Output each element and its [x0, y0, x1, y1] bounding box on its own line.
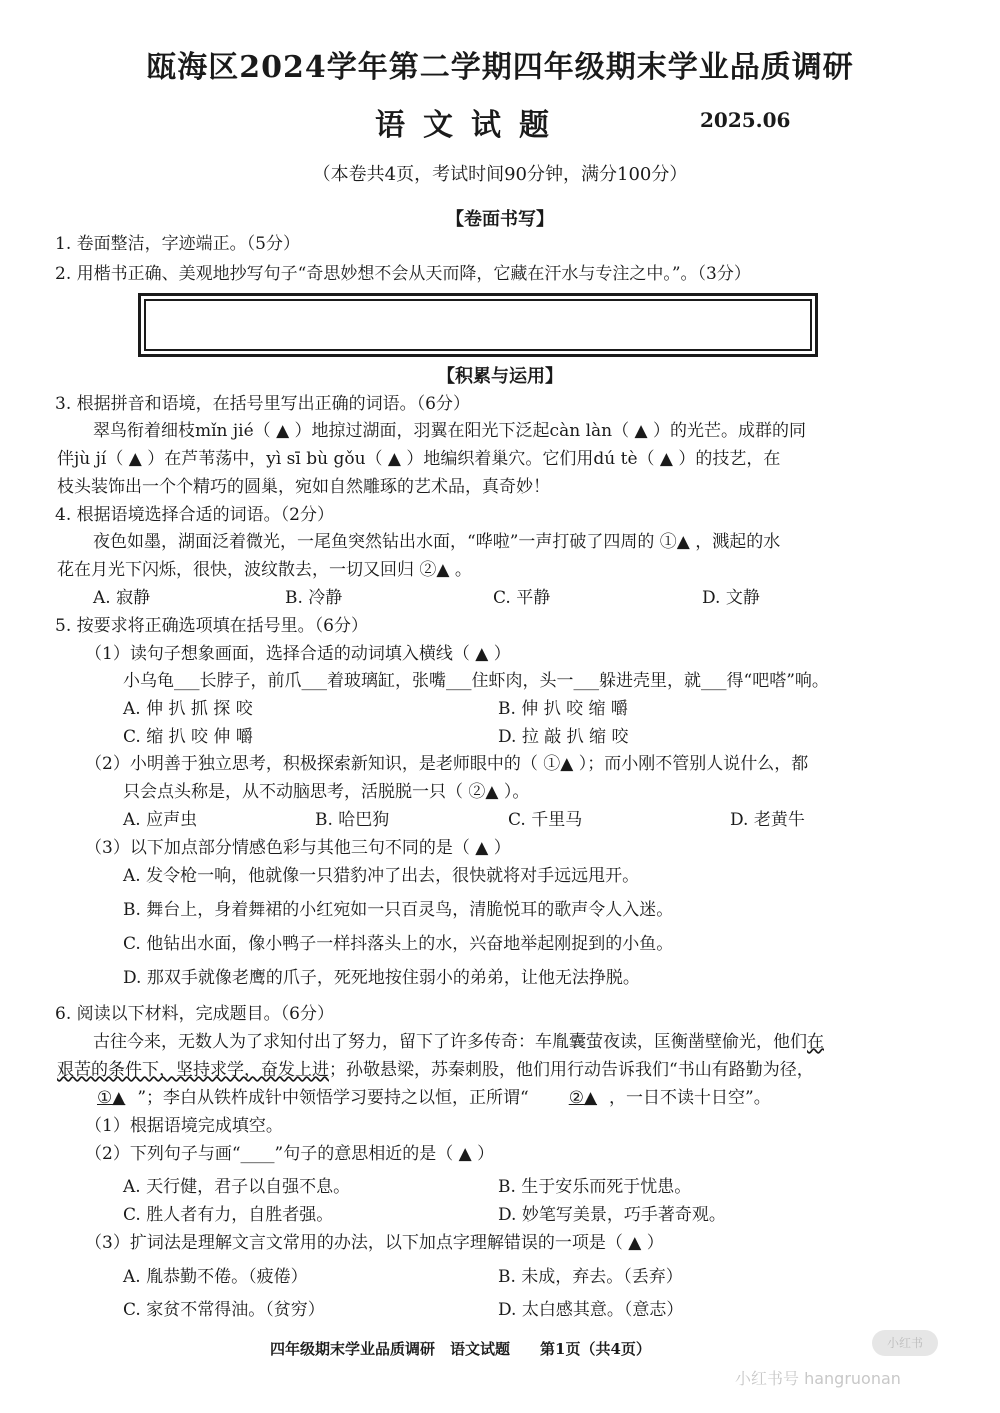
- question-4-option-d: D. 文静: [702, 588, 760, 608]
- question-6-part-1: （1）根据语境完成填空。: [85, 1116, 283, 1136]
- question-3-line-2: 伴jù jí（ ▲ ）在芦苇荡中，yì sī bù gǒu（ ▲ ）地编织着巢穴。它们用dú tè（ ▲ ）的技艺，在: [57, 449, 781, 469]
- question-6-stem: 6. 阅读以下材料，完成题目。（6分）: [55, 1004, 334, 1024]
- question-5-part-2-line-2: 只会点头称是，从不动脑思考，活脱脱一只（ ②▲ ）。: [123, 782, 530, 802]
- question-3-stem: 3. 根据拼音和语境，在括号里写出正确的词语。（6分）: [55, 394, 470, 414]
- question-6-blank-1[interactable]: ①▲: [97, 1088, 126, 1108]
- subject-title: 语文试题: [375, 108, 567, 143]
- question-5-part-2-option-d: D. 老黄牛: [730, 810, 805, 830]
- question-6-line-2-text: ；孙敬悬梁，苏秦刺股，他们用行动告诉我们“书山有路勤为径，: [329, 1060, 814, 1080]
- question-5-part-3-option-c: C. 他钻出水面，像小鸭子一样抖落头上的水，兴奋地举起刚捉到的小鱼。: [123, 934, 674, 954]
- question-5-part-2-option-b: B. 哈巴狗: [315, 810, 390, 830]
- question-5-part-1-option-a: A. 伸 扒 抓 探 咬: [123, 699, 253, 719]
- watermark-text: 小红书号 hangruonan: [735, 1369, 901, 1388]
- question-5-part-2-option-c: C. 千里马: [508, 810, 583, 830]
- question-6-part-2-option-c: C. 胜人者有力，自胜者强。: [123, 1205, 334, 1225]
- question-4-option-b: B. 冷静: [285, 588, 343, 608]
- question-6-line-1: [93, 1030, 824, 1054]
- question-6-part-3-option-b: B. 未成，弃去。（丢弃）: [498, 1267, 683, 1287]
- question-6-line-3: [57, 1086, 771, 1110]
- question-2: 2. 用楷书正确、美观地抄写句子“奇思妙想不会从天而降，它藏在汗水与专注之中。”。（3分）: [55, 264, 751, 284]
- question-5-part-3-option-d: D. 那双手就像老鹰的爪子，死死地按住弱小的弟弟，让他无法挣脱。: [123, 968, 640, 988]
- page-footer: 四年级期末学业品质调研 语文试题 第1页（共4页）: [270, 1340, 651, 1358]
- question-5-part-1-option-b: B. 伸 扒 咬 缩 嚼: [498, 699, 628, 719]
- question-6-line-2: [57, 1058, 814, 1082]
- question-6-part-2-option-a: A. 天行健，君子以自强不息。: [123, 1177, 351, 1197]
- question-6-part-2-option-d: D. 妙笔写美景，巧手著奇观。: [498, 1205, 726, 1225]
- question-6-part-3-option-c: C. 家贫不常得油。（贫穷）: [123, 1300, 325, 1320]
- question-3-line-3: 枝头装饰出一个个精巧的圆巢，宛如自然雕琢的艺术品，真奇妙！: [57, 477, 550, 497]
- question-4-line-1: 夜色如墨，湖面泛着微光，一尾鱼突然钻出水面，“哗啦”一声打破了四周的 ①▲ ，溅起的水: [93, 532, 781, 552]
- question-6-part-2: （2）下列句子与画“____”句子的意思相近的是（ ▲ ）: [85, 1144, 495, 1164]
- question-6-part-2-option-b: B. 生于安乐而死于忧患。: [498, 1177, 692, 1197]
- question-4-option-a: A. 寂静: [93, 588, 151, 608]
- question-6-part-3-option-a: A. 胤恭勤不倦。（疲倦）: [123, 1267, 308, 1287]
- question-6-blank-2[interactable]: ②▲: [568, 1088, 598, 1108]
- question-5-part-2-option-a: A. 应声虫: [123, 810, 198, 830]
- question-5-part-3: （3）以下加点部分情感色彩与其他三句不同的是（ ▲ ）: [85, 838, 511, 858]
- question-5-part-1-option-d: D. 拉 敲 扒 缩 咬: [498, 727, 629, 747]
- watermark-logo: 小红书: [872, 1330, 938, 1356]
- question-6-line-3-end: ，一日不读十日空”。: [609, 1088, 771, 1108]
- question-6-line-3-text: ”；李白从铁杵成针中领悟学习要持之以恒，正所谓“: [137, 1088, 529, 1108]
- copy-writing-box[interactable]: [138, 293, 818, 357]
- question-5-part-3-option-b: B. 舞台上，身着舞裙的小红宛如一只百灵鸟，清脆悦耳的歌声令人入迷。: [123, 900, 674, 920]
- exam-date: 2025.06: [700, 108, 791, 132]
- question-4-option-c: C. 平静: [493, 588, 551, 608]
- section-accumulation: 【积累与运用】: [437, 366, 563, 387]
- question-6-line-1-text: 古往今来，无数人为了求知付出了努力，留下了许多传奇：车胤囊萤夜读，匡衡凿壁偷光，他们: [93, 1032, 807, 1052]
- question-4-line-2: 花在月光下闪烁，很快，波纹散去，一切又回归 ②▲ 。: [57, 560, 472, 580]
- question-4-stem: 4. 根据语境选择合适的词语。（2分）: [55, 505, 334, 525]
- question-5-stem: 5. 按要求将正确选项填在括号里。（6分）: [55, 616, 368, 636]
- question-5-part-1: （1）读句子想象画面，选择合适的动词填入横线（ ▲ ）: [85, 644, 511, 664]
- question-5-part-3-option-a: A. 发令枪一响，他就像一只猎豹冲了出去，很快就将对手远远甩开。: [123, 866, 640, 886]
- exam-title: 瓯海区2024学年第二学期四年级期末学业品质调研: [146, 50, 854, 85]
- section-writing: 【卷面书写】: [446, 209, 554, 230]
- question-6-underlined-start: 在: [807, 1032, 824, 1052]
- question-5-part-1-sentence: 小乌龟___长脖子，前爪___着玻璃缸，张嘴___住虾肉，头一___躲进壳里，就___得“吧嗒”响。: [123, 671, 829, 691]
- question-5-part-2-line-1: （2）小明善于独立思考，积极探索新知识，是老师眼中的（ ①▲ ）；而小刚不管别人说什么，都: [85, 754, 809, 774]
- question-6-underlined-sentence: 艰苦的条件下，坚持求学，奋发上进: [57, 1060, 329, 1080]
- exam-note: （本卷共4页，考试时间90分钟，满分100分）: [312, 164, 688, 185]
- question-6-part-3: （3）扩词法是理解文言文常用的办法，以下加点字理解错误的一项是（ ▲ ）: [85, 1233, 664, 1253]
- question-1: 1. 卷面整洁，字迹端正。（5分）: [55, 234, 300, 254]
- question-5-part-1-option-c: C. 缩 扒 咬 伸 嚼: [123, 727, 253, 747]
- question-6-part-3-option-d: D. 太白感其意。（意志）: [498, 1300, 684, 1320]
- question-3-line-1: 翠鸟衔着细枝mǐn jié（ ▲ ）地掠过湖面，羽翼在阳光下泛起càn làn（ ▲ ）的光芒。成群的同: [93, 421, 806, 441]
